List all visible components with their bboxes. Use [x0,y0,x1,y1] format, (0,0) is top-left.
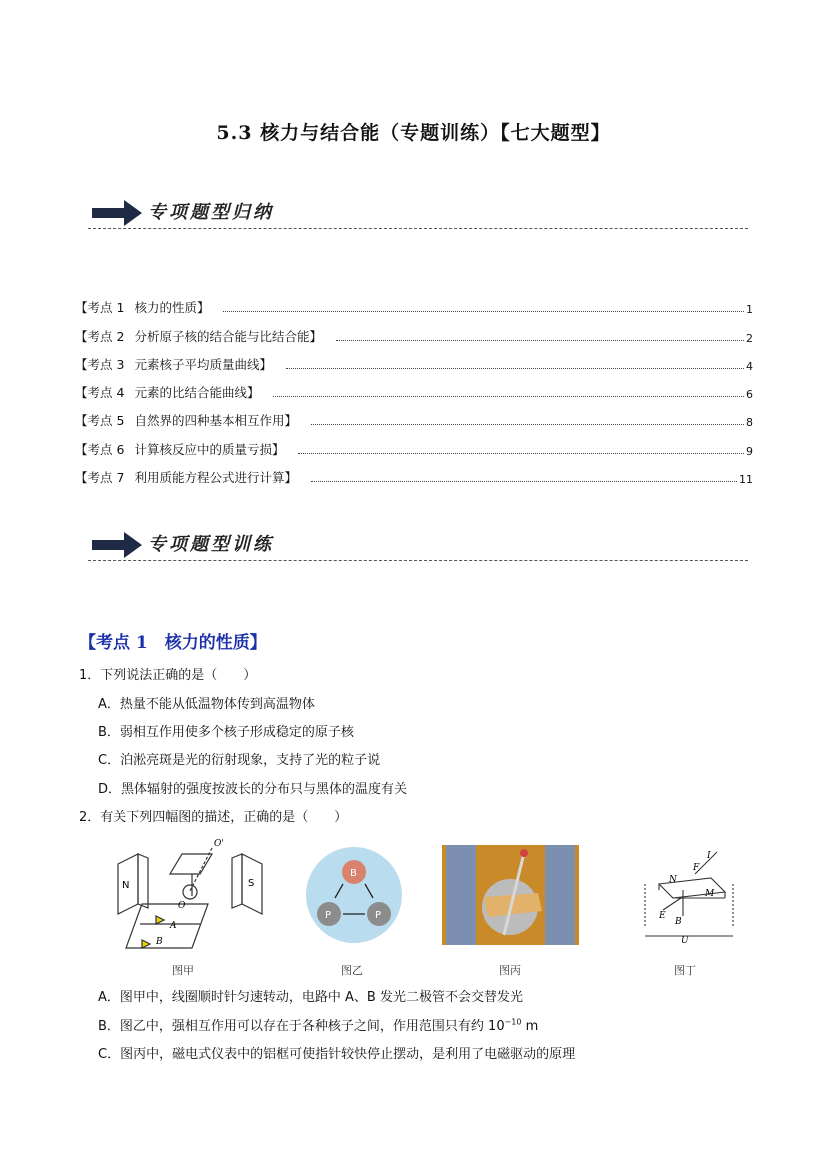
toc-kaodian: 【考点 3 [75,356,125,372]
fig-yi-label-b: B [350,868,357,879]
toc-row[interactable] [75,288,753,316]
toc-row[interactable] [75,401,753,429]
caption-ding: 图丁 [674,964,696,977]
toc-topic: 自然界的四种基本相互作用】 [134,413,297,429]
q2-option-b [98,1015,538,1034]
toc-topic: 元素核子平均质量曲线】 [134,356,272,372]
toc-leader [311,481,737,482]
toc-page-number: 4 [746,359,753,373]
toc-leader [336,340,744,341]
toc-page-number: 11 [739,473,753,487]
toc-row[interactable] [75,373,753,401]
toc-leader [223,311,744,312]
fig-ding-label-i: I [707,851,711,861]
figure-bing [442,845,579,945]
toc-topic: 利用质能方程公式进行计算】 [134,470,297,486]
caption-yi: 图乙 [341,964,363,977]
toc-label [75,327,322,345]
fig-ding-label-e: E [659,911,666,921]
toc-row[interactable] [75,429,753,457]
fig-jia-label-s: S [248,878,255,889]
q2-option-b-text: B．图乙中，强相互作用可以存在于各种核子之间，作用范围只有约 10 [98,1019,505,1034]
toc-label [75,298,209,316]
toc-label [75,440,284,458]
fig-ding-label-n: N [669,875,677,885]
toc-leader [298,453,744,454]
divider [88,560,748,561]
toc-kaodian: 【考点 5 [75,413,125,429]
banner-training [88,528,748,562]
arrow-icon [92,532,142,558]
figure-ding [635,844,743,944]
toc-page-number: 2 [746,331,753,345]
figure-yi [305,846,403,944]
toc-topic: 核力的性质】 [134,300,210,316]
toc-kaodian: 【考点 4 [75,385,125,401]
toc-leader [311,424,744,425]
figure-jia [112,836,272,956]
page-title: 5.3 核力与结合能（专题训练）【七大题型】 [216,122,611,144]
divider [88,228,748,229]
table-of-contents [75,288,753,486]
toc-kaodian: 【考点 2 [75,328,125,344]
toc-page-number: 1 [746,303,753,317]
q2-option-a: A．图甲中，线圈顺时针匀速转动，电路中 A、B 发光二极管不会交替发光 [98,990,523,1005]
q1-option-c: C．泊淞亮斑是光的衍射现象，支持了光的粒子说 [98,753,381,768]
banner-training-text: 专项题型训练 [148,534,274,555]
toc-kaodian: 【考点 6 [75,441,125,457]
q1-option-d: D．黑体辐射的强度按波长的分布只与黑体的温度有关 [98,782,408,797]
q2-option-c: C．图丙中，磁电式仪表中的铝框可使指针较快停止摆动，是利用了电磁驱动的原理 [98,1047,576,1062]
toc-label [75,355,272,373]
arrow-icon [92,200,142,226]
fig-yi-label-p2: P [375,910,382,921]
toc-label [75,468,297,486]
toc-leader [273,396,744,397]
fig-jia-label-o: O [178,901,186,911]
fig-ding-label-f: F [693,863,700,873]
question-1-stem: 1．下列说法正确的是（ ） [79,668,257,683]
toc-leader [286,368,744,369]
toc-kaodian: 【考点 1 [75,300,125,316]
toc-label [75,383,259,401]
toc-page-number: 6 [746,388,753,402]
caption-bing: 图丙 [499,964,521,977]
toc-row[interactable] [75,458,753,486]
fig-jia-label-a: A [170,921,177,931]
fig-jia-label-b: B [156,937,163,947]
q1-option-a: A．热量不能从低温物体传到高温物体 [98,697,315,712]
toc-topic: 分析原子核的结合能与比结合能】 [134,328,322,344]
q1-option-b: B．弱相互作用使多个核子形成稳定的原子核 [98,725,354,740]
toc-kaodian: 【考点 7 [75,470,125,486]
fig-ding-label-m: M [705,889,715,899]
caption-jia: 图甲 [172,964,194,977]
toc-row[interactable] [75,345,753,373]
toc-topic: 元素的比结合能曲线】 [134,385,260,401]
fig-jia-label-o2: O' [214,839,224,849]
fig-ding-label-b: B [675,917,682,927]
toc-page-number: 8 [746,416,753,430]
toc-page-number: 9 [746,444,753,458]
fig-jia-label-n: N [122,880,130,891]
q2-option-b-unit: m [521,1019,539,1034]
section-heading: 【考点 1 核力的性质】 [79,633,267,653]
toc-topic: 计算核反应中的质量亏损】 [134,441,285,457]
fig-ding-label-u: U [681,936,689,944]
question-2-stem: 2．有关下列四幅图的描述，正确的是（ ） [79,810,348,825]
toc-row[interactable] [75,316,753,344]
banner-summary [88,196,748,230]
fig-yi-label-p1: P [325,910,332,921]
q2-option-b-exponent: −10 [504,1017,522,1027]
toc-label [75,411,297,429]
banner-summary-text: 专项题型归纳 [148,202,274,223]
